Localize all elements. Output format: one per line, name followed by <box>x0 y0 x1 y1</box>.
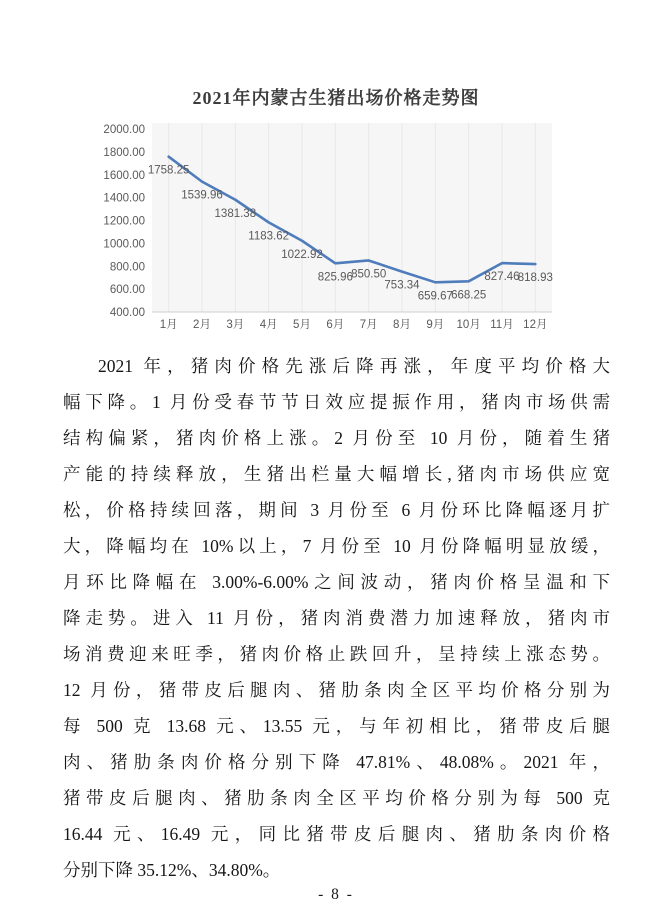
page-number: - 8 - <box>318 886 354 903</box>
x-axis-tick: 7月 <box>359 319 378 331</box>
plot-area <box>152 123 552 312</box>
y-axis-tick: 1000.00 <box>103 238 145 251</box>
chart-title: 2021年内蒙古生猪出场价格走势图 <box>192 88 480 108</box>
data-label: 1381.38 <box>214 207 257 220</box>
body-text-line: 松，价格持续回落，期间 3 月份至 6 月份环比降幅逐月扩 <box>63 500 610 520</box>
price-trend-chart-svg <box>100 120 560 336</box>
y-axis-tick: 800.00 <box>109 261 145 274</box>
x-axis-tick: 6月 <box>326 319 345 331</box>
y-axis-tick: 600.00 <box>109 284 145 297</box>
x-axis-tick: 12月 <box>523 319 548 331</box>
data-label: 1758.25 <box>147 164 190 177</box>
data-label: 827.46 <box>484 271 520 284</box>
y-axis-tick: 2000.00 <box>103 124 145 136</box>
body-text-line: 幅下降。1 月份受春节节日效应提振作用，猪肉市场供需 <box>63 392 610 412</box>
body-text-line: 结构偏紧，猪肉价格上涨。2 月份至 10 月份，随着生猪 <box>63 428 610 448</box>
data-label: 753.34 <box>384 279 420 292</box>
x-axis-tick: 4月 <box>259 319 278 331</box>
body-text-line: 降走势。进入 11 月份，猪肉消费潜力加速释放，猪肉市 <box>63 608 610 628</box>
x-axis-tick: 8月 <box>393 319 411 331</box>
data-label: 1539.96 <box>181 189 223 202</box>
body-text-line: 场消费迎来旺季，猪肉价格止跌回升，呈持续上涨态势。 <box>63 644 610 664</box>
data-label: 1183.62 <box>248 230 290 243</box>
data-label: 659.67 <box>417 290 453 303</box>
body-text-line: 肉、猪肋条肉价格分别下降 47.81%、48.08%。2021 年， <box>63 752 610 772</box>
x-axis-tick: 11月 <box>490 319 514 331</box>
body-text-line: 2021 年，猪肉价格先涨后降再涨，年度平均价格大 <box>98 356 610 376</box>
y-axis-tick: 400.00 <box>109 307 145 319</box>
x-axis-tick: 9月 <box>426 319 445 331</box>
body-text-line: 月环比降幅在 3.00%-6.00%之间波动，猪肉价格呈温和下 <box>63 572 610 592</box>
x-axis-tick: 3月 <box>226 319 245 331</box>
price-trend-chart <box>100 120 560 336</box>
y-axis-tick: 1400.00 <box>103 192 145 205</box>
x-axis-tick: 5月 <box>293 319 311 331</box>
data-label: 1022.92 <box>281 248 323 261</box>
body-text-line: 12 月份，猪带皮后腿肉、猪肋条肉全区平均价格分别为 <box>63 680 610 700</box>
body-text-line: 分别下降 35.12%、34.80%。 <box>63 860 281 880</box>
data-label: 850.50 <box>351 268 387 281</box>
body-text-line: 产能的持续释放，生猪出栏量大幅增长,猪肉市场供应宽 <box>63 464 610 484</box>
body-text-line: 16.44 元、16.49 元，同比猪带皮后腿肉、猪肋条肉价格 <box>63 824 610 844</box>
data-label: 668.25 <box>451 289 487 302</box>
body-text-line: 猪带皮后腿肉、猪肋条肉全区平均价格分别为每 500 克 <box>63 788 610 808</box>
y-axis-tick: 1600.00 <box>103 169 145 182</box>
data-label: 825.96 <box>317 271 353 284</box>
x-axis-tick: 1月 <box>159 319 178 331</box>
data-label: 818.93 <box>517 272 553 285</box>
body-paragraph <box>63 348 610 888</box>
body-text-line: 大，降幅均在 10%以上，7 月份至 10 月份降幅明显放缓， <box>63 536 610 556</box>
y-axis-tick: 1800.00 <box>103 146 145 159</box>
x-axis-tick: 10月 <box>456 319 481 331</box>
body-text-line: 每 500 克 13.68 元、13.55 元，与年初相比，猪带皮后腿 <box>63 716 610 736</box>
y-axis-tick: 1200.00 <box>103 215 145 228</box>
x-axis-tick: 2月 <box>193 319 211 331</box>
